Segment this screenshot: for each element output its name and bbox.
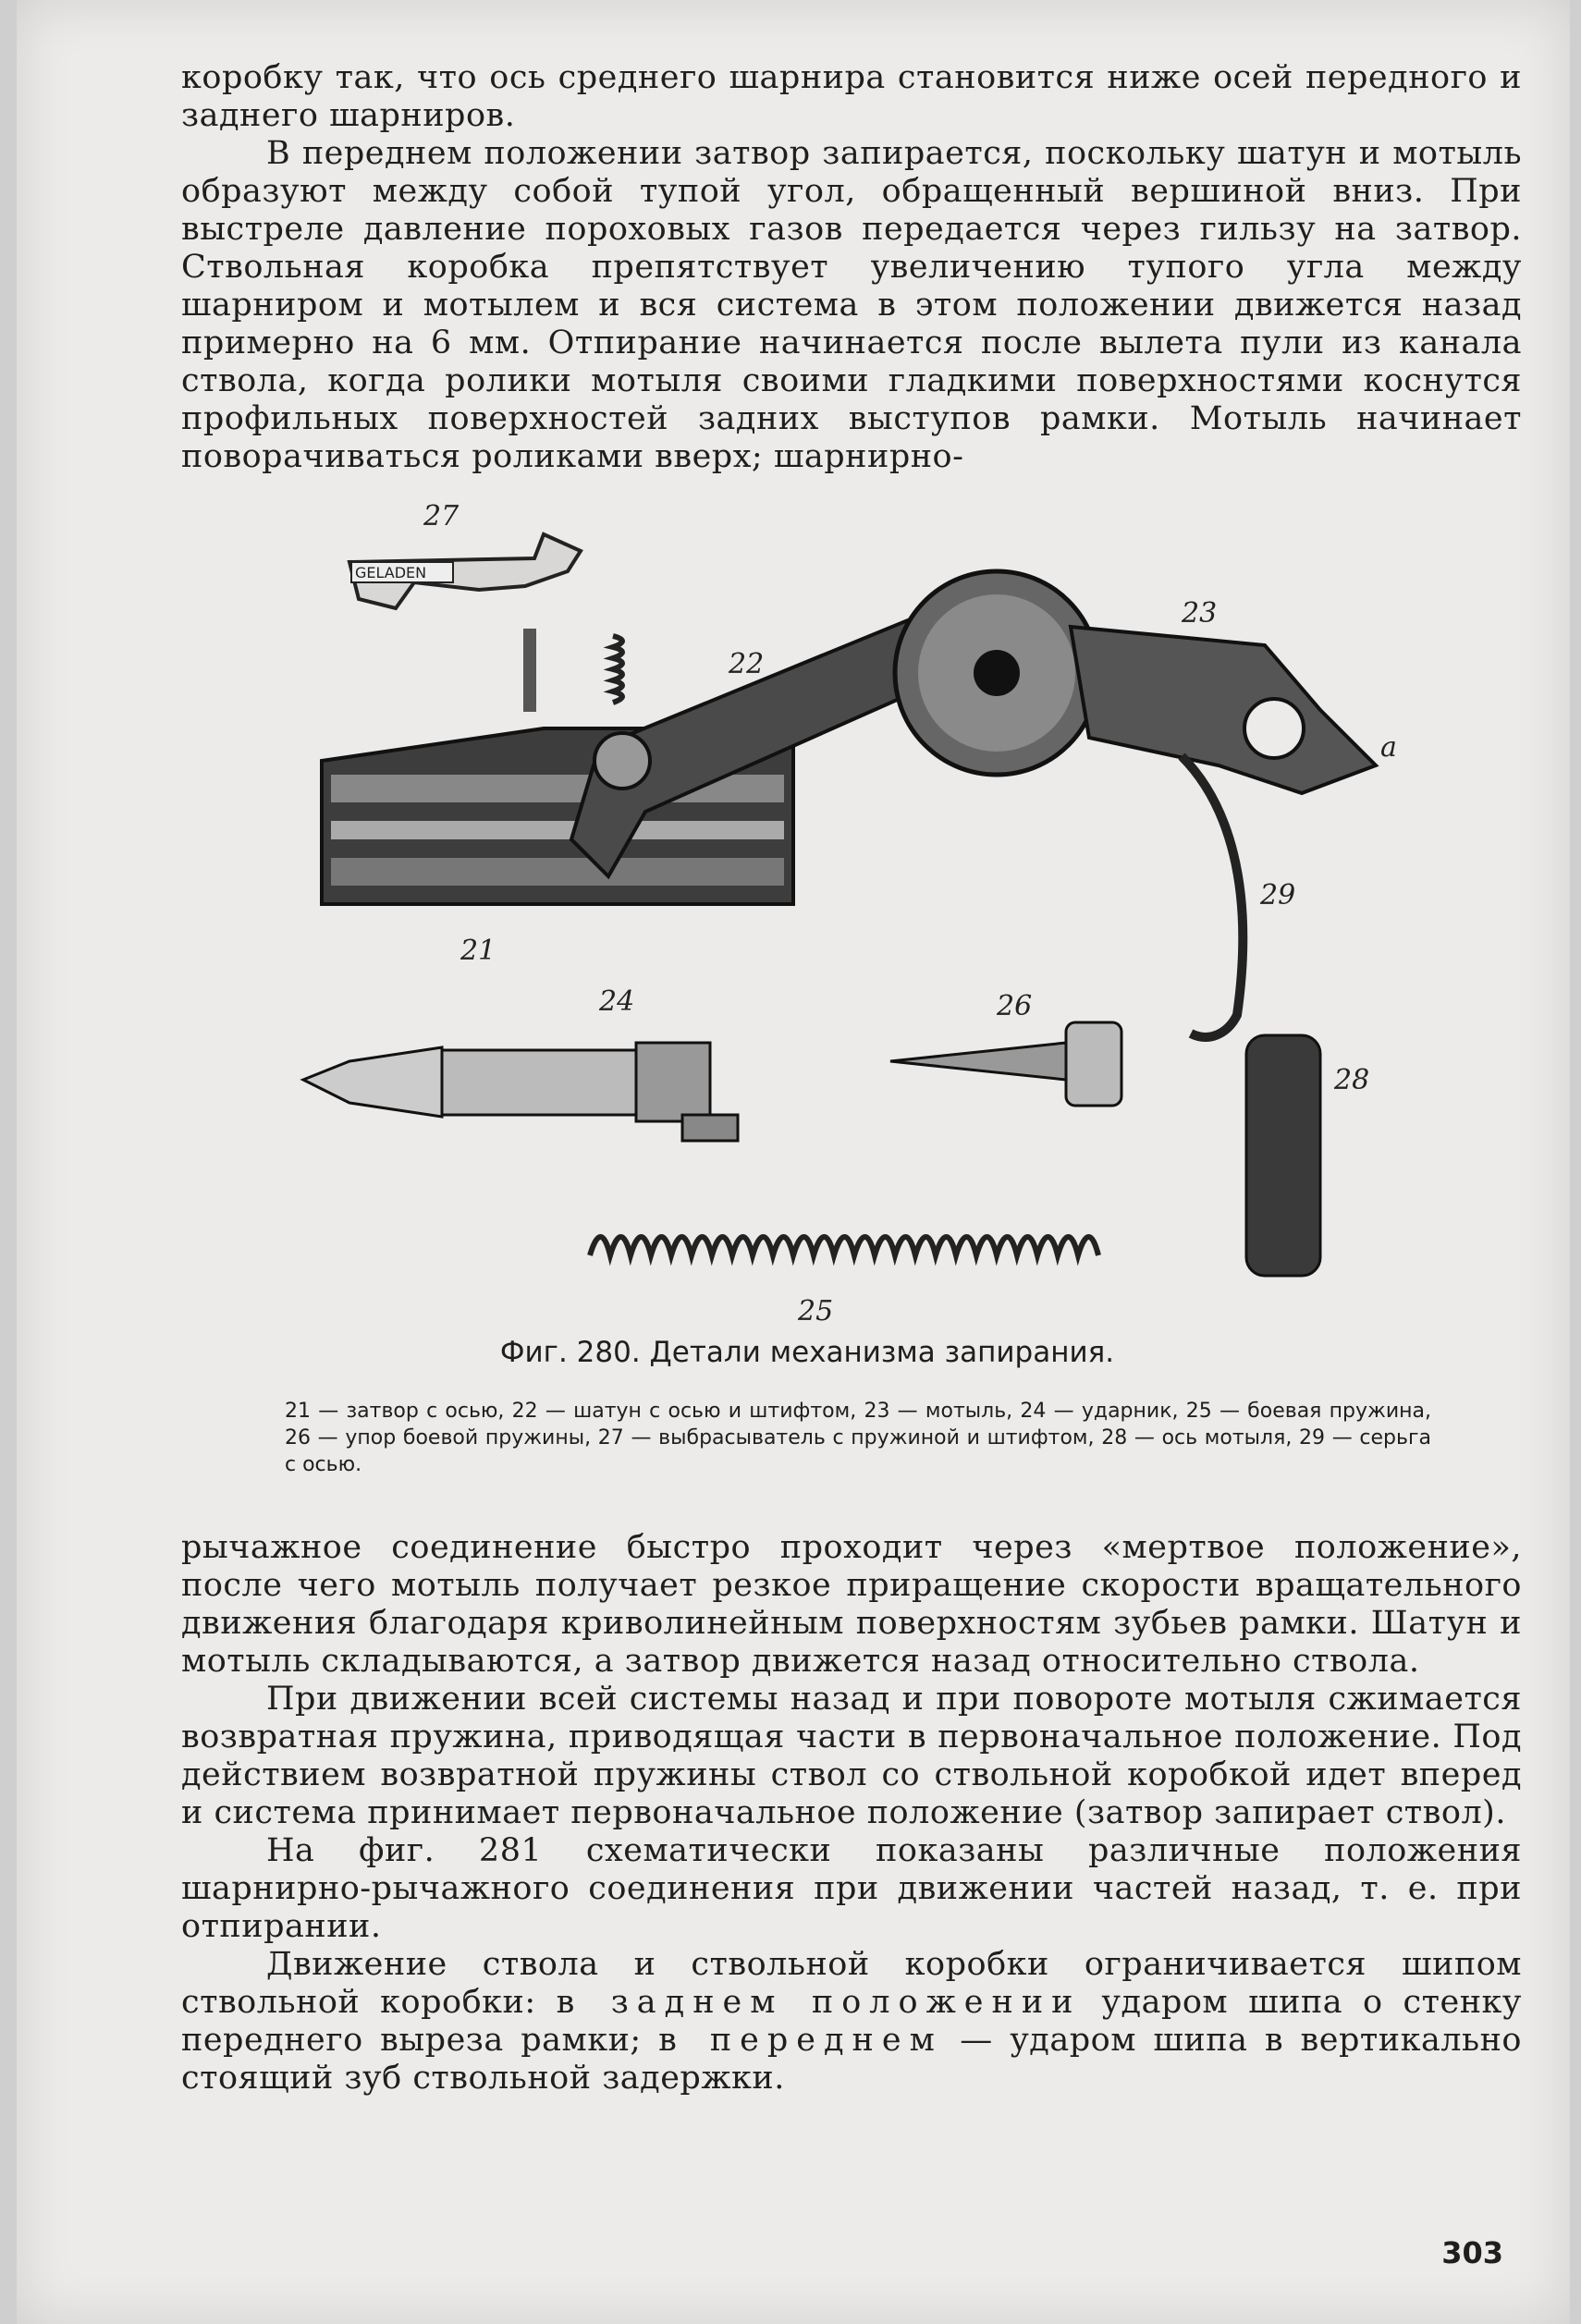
paragraph-return-spring: При движении всей системы назад и при повороте мотыля сжимается возвратная пружина, приводящая части в первоначальное положение. Под действием возвратной пружины ствол со ствольной коробкой идет вперед и система принимает первоначальное положение (затвор запирает ствол). [181, 1681, 1522, 1831]
paragraph-fig-281: На фиг. 281 схематически показаны различные положения шарнирно-рычажного соединения при движении частей назад, т. е. при отпирании. [181, 1832, 1522, 1945]
bottom-text-block [181, 1529, 1522, 2098]
label-22: 22 [729, 648, 765, 680]
label-23: 23 [1182, 597, 1218, 630]
small-spring-drawing [613, 636, 622, 703]
crank-axle-drawing [1246, 1035, 1320, 1276]
label-a: a [1380, 731, 1397, 764]
movement-limit-end: — ударом шипа в вертикально стоящий зуб ствольной задержки. [181, 2022, 1522, 2097]
label-28: 28 [1334, 1064, 1370, 1096]
extractor-drawing [349, 534, 581, 608]
geladen-stamp: GELADEN [355, 564, 427, 581]
label-26: 26 [997, 990, 1033, 1022]
figure-280 [294, 497, 1422, 1348]
pin-drawing [523, 629, 536, 712]
link-drawing [1182, 756, 1243, 1037]
label-21: 21 [460, 935, 496, 967]
crank-drawing [895, 571, 1376, 793]
firing-pin-drawing [303, 1043, 738, 1141]
movement-limit-mid: ударом шипа о стенку переднего выреза рамки; [181, 1984, 1523, 2059]
mainspring-drawing [590, 1237, 1098, 1255]
book-page [17, 0, 1570, 2324]
page-number: 303 [1441, 2235, 1503, 2270]
movement-limit-start: Движение ствола и ствольной коробки ограничивается шипом ствольной коробки: [181, 1946, 1522, 2021]
rear-position-emphasis: в заднем положении [556, 1984, 1082, 2021]
label-24: 24 [599, 985, 635, 1018]
top-text-block [181, 59, 1522, 476]
figure-caption: Фиг. 280. Детали механизма запирания. [499, 1336, 1115, 1369]
label-27: 27 [423, 500, 460, 532]
spring-stop-drawing [890, 1022, 1121, 1106]
label-29: 29 [1260, 879, 1296, 911]
front-position-emphasis: в переднем [658, 2022, 943, 2059]
paragraph-locking: В переднем положении затвор запирается, поскольку шатун и мотыль образуют между собой тупой угол, обращенный вершиной вниз. При выстреле давление пороховых газов передается через гильзу на затвор. Ствольная коробка препятствует увеличению тупого угла между шарниром и мотылем и вся система в этом положении движется назад примерно на 6 мм. Отпирание начинается после вылета пули из канала ствола, когда ролики мотыля своими гладкими поверхностями коснутся профильных поверхностей задних выступов рамки. Мотыль начинает поворачиваться роликами вверх; шарнирно- [181, 135, 1522, 475]
figure-legend: 21 — затвор с осью, 22 — шатун с осью и штифтом, 23 — мотыль, 24 — ударник, 25 — боевая пружина, 26 — упор боевой пружины, 27 — выбрасыватель с пружиной и штифтом, 28 — ось мотыля, 29 — серьга с осью. [285, 1400, 1431, 1476]
label-25: 25 [798, 1295, 834, 1327]
mechanism-parts-drawing [294, 497, 1422, 1348]
paragraph-continuation: коробку так, что ось среднего шарнира становится ниже осей передного и заднего шарниров. [181, 59, 1522, 134]
paragraph-dead-point: рычажное соединение быстро проходит через «мертвое положение», после чего мотыль получает резкое приращение скорости вращательного движения благодаря криволинейным поверхностям зубьев рамки. Шатун и мотыль складываются, а затвор движется назад относительно ствола. [181, 1529, 1522, 1680]
paragraph-movement-limit [181, 1946, 1522, 2098]
